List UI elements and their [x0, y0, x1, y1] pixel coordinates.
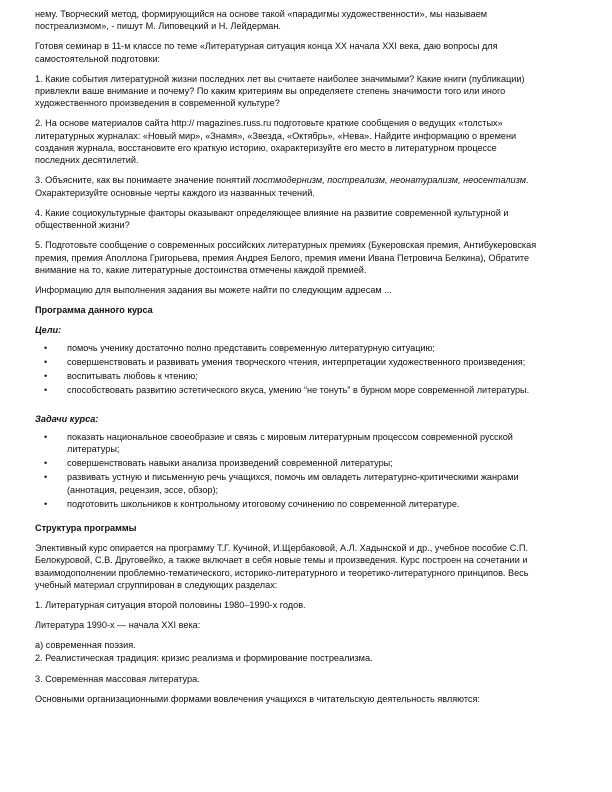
list-item-text: помочь ученику достаточно полно представить современную литературную ситуацию; — [67, 343, 435, 354]
list-item — [35, 498, 544, 510]
question-3-terms-1: постмодернизм, постреализм, неонатурализм, — [253, 175, 461, 186]
list-item-text: подготовить школьников к контрольному итоговому сочинению по современной литературе. — [67, 498, 460, 509]
section-a: а) современная поэзия. — [35, 640, 136, 651]
bullet-icon: • — [44, 385, 48, 396]
bullet-icon: • — [44, 343, 48, 354]
final-paragraph: Основными организационными формами вовлечения учащихся в читательскую деятельность являются: — [35, 693, 480, 704]
question-3-prefix: 3. Объясните, как вы понимаете значение понятий — [35, 175, 254, 186]
program-heading: Программа данного курса — [35, 305, 153, 316]
bullet-icon: • — [44, 472, 48, 483]
list-item-text: показать национальное своеобразие и связь с мировым литературным процессом современной русской литературы; — [67, 431, 513, 455]
bullet-icon: • — [44, 357, 48, 368]
section-1: 1. Литературная ситуация второй половины 1980–1990-х годов. — [35, 599, 306, 610]
bullet-icon: • — [44, 431, 48, 442]
list-item — [35, 431, 544, 456]
list-item-text: воспитывать любовь к чтению; — [67, 371, 198, 382]
section-3: 3. Современная массовая литература. — [35, 673, 200, 684]
list-item — [35, 356, 544, 368]
list-item-text: способствовать развитию эстетического вкуса, умению “не тонуть” в бурном море современной литературы. — [67, 385, 530, 396]
question-5: 5. Подготовьте сообщение о современных российских литературных премиях (Букеровская премия, Антибукеровская премия, премия Аполлона Григорьева, премия Андрея Белого, премия имени Ивана Петровича Белкина), Обратите внимание на то, какие литературные достоинства отмечены каждой премией. — [35, 240, 537, 275]
literature-period: Литература 1990-х — начала XXI века: — [35, 620, 201, 631]
question-3-terms-2: неосентализм — [463, 175, 527, 186]
list-item — [35, 471, 544, 496]
question-4: 4. Какие социокультурные факторы оказывают определяющее влияние на развитие современной культурной и общественной жизни? — [35, 207, 509, 231]
question-2: 2. На основе материалов сайта http:// magazines.russ.ru подготовьте краткие сообщения о ведущих «толстых» литературных журналах: «Новый мир», «Знамя», «Звезда, «Октябрь», «Нева». Найдите информацию о времени создания журнала, восстановите его краткую историю, охарактеризуйте его место в литературном процессе последних десятилетий. — [35, 118, 517, 166]
tasks-list — [35, 431, 544, 510]
question-3 — [35, 174, 544, 199]
list-item — [35, 457, 544, 469]
bullet-icon: • — [44, 458, 48, 469]
structure-heading: Структура программы — [35, 523, 137, 534]
list-item-text: совершенствовать и развивать умения творческого чтения, интерпретации художественного произведения; — [67, 357, 526, 368]
paragraph-quote-end: нему. Творческий метод, формирующийся на основе такой «парадигмы художественности», мы называем постреализмом», - пишут М. Липовецкий и Н. Лейдерман. — [35, 9, 488, 32]
section-2: 2. Реалистическая традиция: кризис реализма и формирование постреализма. — [35, 653, 373, 664]
question-3-suffix: . Охарактеризуйте основные черты каждого из названных течений. — [35, 175, 529, 198]
question-1: 1. Какие события литературной жизни последних лет вы считаете наиболее значимыми? Какие книги (публикации) привлекли ваше внимание и почему? По каким критериям вы определяете степень значимости того или иного художественного произведения в современной культуре? — [35, 73, 525, 109]
tasks-heading: Задачи курса: — [35, 413, 99, 424]
goals-heading: Цели: — [35, 324, 62, 335]
bullet-icon: • — [44, 498, 48, 509]
list-item — [35, 370, 544, 382]
info-addresses: Информацию для выполнения задания вы можете найти по следующим адресам ... — [35, 284, 392, 295]
list-item-text: развивать устную и письменную речь учащихся, помочь им овладеть литературно-критическими жанрами (аннотация, рецензия, эссе, обзор); — [67, 472, 519, 495]
structure-description: Элективный курс опирается на программу Т.Г. Кучиной, И.Щербаковой, А.Л. Хадынской и др., учебное пособие С.П. Белокуровой, С.В. Друговейко, а также включает в себя новые темы и произведения. Курс построен на сочетании и взаимодополнении проблемно-тематического, историко-литературного и теоретико-литературного принципов. Весь учебный материал сгруппирован в следующих разделах: — [35, 542, 529, 590]
list-item — [35, 342, 544, 354]
goals-list — [35, 342, 544, 397]
paragraph-seminar-intro: Готовя семинар в 11-м классе по теме «Литературная ситуация конца XX начала XXI века, даю вопросы для самостоятельной подготовки: — [35, 41, 498, 64]
list-item-text: совершенствовать навыки анализа произведений современной литературы; — [67, 458, 393, 469]
list-item — [35, 384, 544, 396]
bullet-icon: • — [44, 371, 48, 382]
